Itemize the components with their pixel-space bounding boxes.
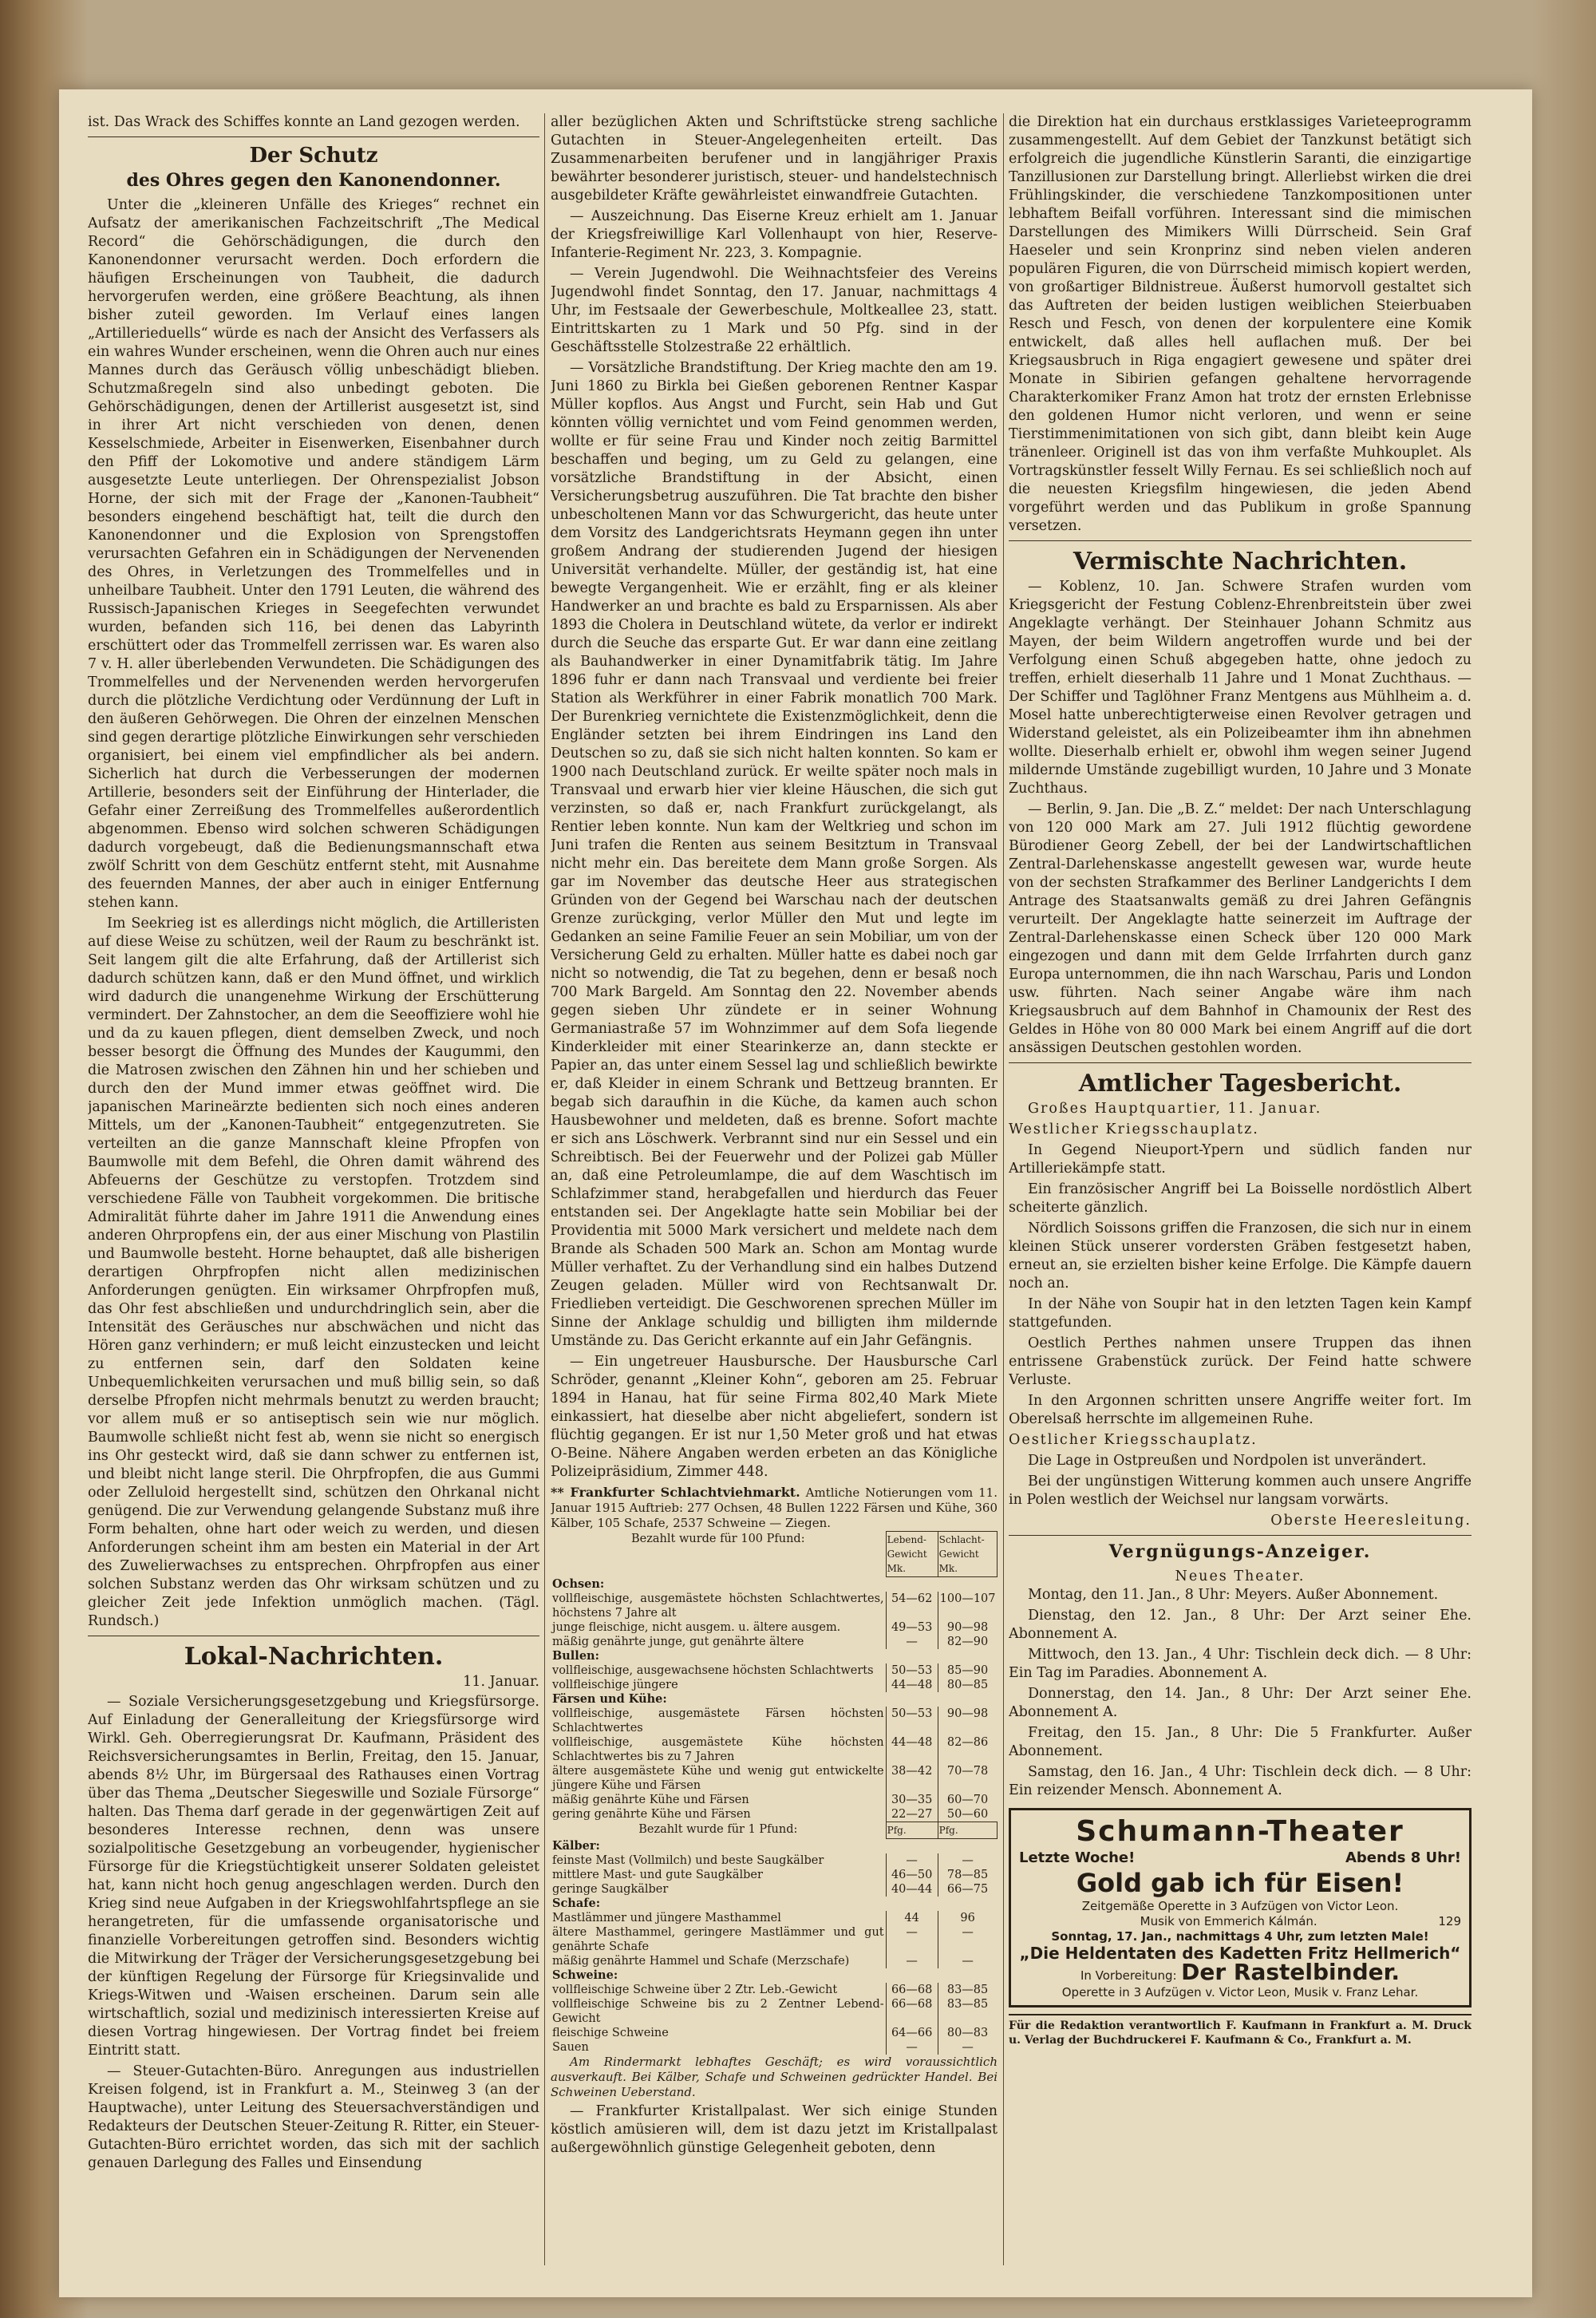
ad-left-label: Letzte Woche!	[1019, 1849, 1136, 1866]
paragraph: — Verein Jugendwohl. Die Weihnachtsfeier des Vereins Jugendwohl findet Sonntag, den 17. Januar, nachmittags 4 Uhr, im Festsaale der Gewerbeschule, Moltkeallee 23, statt. Eintrittskarten zu 1 Mark und 50 Pfg. sind in der Geschäftsstelle Stolzestraße 22 erhältlich.	[551, 266, 998, 355]
event-line: Dienstag, den 12. Jan., 8 Uhr: Der Arzt seiner Ehe. Abonnement A.	[1009, 1608, 1472, 1642]
column-1	[88, 113, 539, 2265]
dateline: Großes Hauptquartier, 11. Januar.	[1028, 1101, 1322, 1117]
event-line: Samstag, den 16. Jan., 4 Uhr: Tischlein deck dich. — 8 Uhr: Ein reizender Mensch. Abonnement A.	[1009, 1764, 1472, 1798]
table-row: vollfleischige, ausgemästete Färsen höchsten Schlachtwertes 50—53 90—98	[551, 1707, 998, 1735]
paragraph: — Steuer-Gutachten-Büro. Anregungen aus industriellen Kreisen folgend, ist in Frankfurt a. M., Steinweg 3 (an der Hauptwache), unter Leitung des Steuersachverständigen und Redakteurs der Deutschen Steuer-Zeitung R. Ritter, ein Steuer-Gutachten-Büro errichtet worden, das sich mit der sachlich genauen Darlegung des Falles und Einsendung	[88, 2063, 539, 2171]
paragraph: die Direktion hat ein durchaus erstklassiges Varieteeprogramm zusammengestellt. Auf dem Gebiet der Tanzkunst betätigt sich erfolgreich die jugendliche Künstlerin Saranti, die einzigartige Tanzillusionen zur Darstellung bringt. Allerliebst wirken die drei Frühlingskinder, die verschiedene Tanzkompositionen unter lebhaftem Beifall vorführen. Interessant sind die mimischen Darstellungen des Mimikers Willi Dürrscheid. Sein Graf Haeseler und sein Kronprinz sind neben vielen anderen populären Figuren, die von Dürrscheid mimisch kopiert werden, von großartiger Bildnistreue. Äußerst humorvoll gestaltet sich das Auftreten der beiden lustigen weiblichen Steierbuaben Resch und Fesch, von denen der korpulentere eine Komik entwickelt, daß alles hell auflachen muß. Der bei Kriegsausbruch in Riga engagiert gewesene und später drei Monate in Sibirien gefangen gehaltene hervorragende Charakterkomiker Franz Amon hat trotz der ernsten Erlebnisse den goldenen Humor nicht verloren, und wenn er seine Tierstimmenimitationen von sich gibt, dann bleibt kein Auge tränenleer. Originell ist das von ihm verfaßte Muhkouplet. Als Vortragskünstler fesselt Willy Fernau. Es sei schließlich noch auf die neuesten Kriegsfilm hingewiesen, die jeden Abend vorgeführt werden und das Publikum in große Spannung versetzen.	[1009, 114, 1472, 534]
paragraph: Nördlich Soissons griffen die Franzosen, die sich nur in einem kleinen Stück unserer vordersten Gräben festgesetzt haben, erneut an, sie erzielten bisher keine Erfolge. Die Kämpfe dauern noch an.	[1009, 1220, 1472, 1292]
table-row: feinste Mast (Vollmilch) und beste Saugkälber — —	[551, 1853, 998, 1868]
paragraph: Ein französischer Angriff bei La Boisselle nordöstlich Albert scheiterte gänzlich.	[1009, 1181, 1472, 1216]
event-line: Mittwoch, den 13. Jan., 4 Uhr: Tischlein deck dich. — 8 Uhr: Ein Tag im Paradies. Abonnement A.	[1009, 1647, 1472, 1681]
divider	[1009, 1535, 1472, 1536]
paragraph: aller bezüglichen Akten und Schriftstücke streng sachliche Gutachten in Steuer-Angelegenheiten erteilt. Das Zusammenarbeiten berufener und in langjähriger Praxis bewährter besonderer juristisch, steuer- und handelstechnisch ausgebildeter Kräfte gewährleistet einwandfreie Gutachten.	[551, 114, 998, 204]
paragraph: — Ein ungetreuer Hausbursche. Der Hausbursche Carl Schröder, genannt „Kleiner Kohn“, geboren am 25. Februar 1894 in Hanau, hat für seine Firma 802,40 Mark Miete einkassiert, hat dieselbe aber nicht abgeliefert, sondern ist flüchtig gegangen. Er ist nur 1,50 Meter groß und hat etwas O-Beine. Nähere Angaben werden erbeten an das Königliche Polizeipräsidium, Zimmer 448.	[551, 1354, 998, 1480]
ad-play-title: Gold gab ich für Eisen!	[1076, 1868, 1404, 1898]
table-row: vollfleischige jüngere 44—48 80—85	[551, 1678, 998, 1692]
paragraph: — Frankfurter Kristallpalast. Wer sich einige Stunden köstlich amüsieren will, dem ist dazu jetzt im Kristallpalast außergewöhnlich günstige Gelegenheit geboten, denn	[551, 2103, 998, 2156]
ad-description: Zeitgemäße Operette in 3 Aufzügen von Victor Leon.	[1081, 1899, 1399, 1913]
paragraph: — Soziale Versicherungsgesetzgebung und Kriegsfürsorge. Auf Einladung der Generalleitung der Kriegsfürsorge wird Wirkl. Geh. Oberregierungsrat Dr. Kaufmann, Präsident des Reichsversicherungsamtes in Berlin, Freitag, den 15. Januar, abends 8½ Uhr, im Bürgersaal des Rathauses einen Vortrag über das Thema „Deutscher Siegeswille und Soziale Fürsorge“ halten. Das Thema darf gerade in der gegenwärtigen Zeit auf besonderes Interesse rechnen, denn was unsere sozialpolitische Gesetzgebung an vorbeugender, hygienischer Fürsorge für die Kriegstüchtigkeit unserer Soldaten geleistet hat, kann nicht hoch genug angeschlagen werden. Durch den Krieg sind neue Aufgaben in der Kriegswohlfahrtspflege an sie herangetreten, für die umfassende organisatorische und finanzielle Vorbereitungen getroffen sind. Besonders wichtig die Mitwirkung der Träger der Versicherungsgesetzgebung bei der künftigen Regelung der Fürsorge für Kriegsinvalide und Kriegs-Witwen und -Waisen erscheinen. Darum sein alle wirtschaftlich, sozial und medizinisch interessierten Kreise auf diesen Vortrag hingewiesen. Der Vortrag findet bei freiem Eintritt statt.	[88, 1694, 539, 2059]
subheading: Westlicher Kriegsschauplatz.	[1009, 1121, 1259, 1137]
market-table	[551, 1531, 998, 2055]
event-line: Freitag, den 15. Jan., 8 Uhr: Die 5 Frankfurter. Außer Abonnement.	[1009, 1725, 1472, 1759]
table-row: mäßig genährte junge, gut genährte ältere — 82—90	[551, 1635, 998, 1649]
column-header: Lebend-Gewicht Mk.	[886, 1532, 938, 1577]
ad-prep-label: In Vorbereitung:	[1080, 1968, 1177, 1983]
column-header: Schlacht-Gewicht Mk.	[938, 1532, 997, 1577]
market-intro: Amtliche Notierungen vom 11. Januar 1915 Auftrieb: 277 Ochsen, 48 Bullen 1222 Färsen und Kühe, 360 Kälber, 105 Schafe, 2537 Schweine — Ziegen.	[551, 1485, 998, 1530]
table-row: mäßig genährte Hammel und Schafe (Merzschafe) — —	[551, 1954, 998, 1968]
imprint: Für die Redaktion verantwortlich F. Kaufmann in Frankfurt a. M. Druck u. Verlag der Buchdruckerei F. Kaufmann & Co., Frankfurt a. M.	[1009, 2014, 1472, 2047]
table-row: fleischige Schweine 64—66 80—83	[551, 2026, 998, 2040]
market-title: ** Frankfurter Schlachtviehmarkt.	[551, 1485, 800, 1500]
event-line: Montag, den 11. Jan., 8 Uhr: Meyers. Außer Abonnement.	[1028, 1587, 1439, 1603]
paragraph: — Vorsätzliche Brandstiftung. Der Krieg machte den am 19. Juni 1860 zu Birkla bei Gießen geborenen Rentner Kaspar Müller kopflos. Aus Angst und Furcht, sein Hab und Gut könnten völlig vernichtet und vom Feind genommen werden, wollte er für seine Frau und Kinder noch zeitig Barmittel beschaffen und beging, um zu Geld zu gelangen, eine vorsätzliche Brandstiftung in der Absicht, einen Versicherungsbetrug auszuführen. Die Tat brachte den bisher unbescholtenen Mann vor das Schwurgericht, das heute unter dem Vorsitz des Landgerichtsrats Heymann gegen ihn unter großem Andrang der studierenden Jugend der hiesigen Universität verhandelte. Müller, der geständig ist, hat eine bewegte Vergangenheit. Wie er erzählt, fing er als kleiner Handwerker an und brachte es bald zu Ersparnissen. Als aber 1893 die Cholera in Deutschland wütete, da verlor er indirekt durch die Seuche das ersparte Gut. Er war dann eine zeitlang als Bauhandwerker in einer Dynamitfabrik tätig. Im Jahre 1896 fuhr er dann nach Transvaal und verdiente bei freier Station als Werkführer in einer Fabrik monatlich 700 Mark. Der Burenkrieg vernichtete die Existenzmöglichkeit, denn die Engländer setzten bei ihrem Eindringen ins Land den Deutschen so zu, daß sie sich nicht halten konnten. So kam er 1900 nach Deutschland zurück. Er weilte später noch mals in Transvaal und erwarb hier vier kleine Häuschen, die sich gut verzinsten, so daß er, nach Frankfurt zurückgelangt, als Rentier leben konnte. Nun kam der Weltkrieg und schon im Juni trafen die Renten aus seinem Besitztum in Transvaal nicht mehr ein. Das bereitete dem Mann große Sorgen. Als gar im November das deutsche Heer aus strategischen Gründen von der Gegend bei Warschau nach der deutschen Grenze zurückging, verlor Müller den Mut und legte im Gedanken an seine Familie Feuer an sein Mobiliar, um von der Versicherung Geld zu erhalten. Müller hatte es dabei noch gar nicht so notwendig, die Tat zu begehen, denn er besaß noch 700 Mark Bargeld. Am Sonntag den 22. November abends gegen sieben Uhr zündete er in seiner Wohnung Germaniastraße 57 im Wohnzimmer auf dem Sofa liegende Kinderkleider mit einer Stearinkerze an, dann steckte er Papier an, das unter einem Sessel lag und schließlich bewirkte er, daß Kleider in einem Schrank und Bettzeug brannten. Er begab sich daraufhin in die Küche, da kamen auch schon Hausbewohner und meldeten, daß es brenne. Sofort machte er sich ans Löschwerk. Verbrannt sind nur ein Sessel und ein Schreibtisch. Bei der Feuerwehr und der Polizei gab Müller an, daß eine Petroleumlampe, die auf dem Waschtisch im Schlafzimmer stand, herabgefallen und hierdurch das Feuer entstanden sei. Der Angeklagte hatte sein Mobiliar bei der Providentia mit 5000 Mark versichert und meldete nach dem Brande als Schaden 500 Mark an. Schon am Montag wurde Müller verhaftet. Zu der Verhandlung sind ein halbes Dutzend Zeugen geladen. Müller wird von Rechtsanwalt Dr. Friedlieben verteidigt. Die Geschworenen sprechen Müller im Sinne der Anklage schuldig und billigten ihm mildernde Umstände zu. Das Gericht erkannte auf ein Jahr Gefängnis.	[551, 360, 998, 1349]
column-3	[1009, 113, 1472, 2265]
unit-label: Bezahlt wurde für 100 Pfund:	[631, 1532, 805, 1545]
column-2	[551, 113, 998, 2265]
paragraph: — Koblenz, 10. Jan. Schwere Strafen wurden vom Kriegsgericht der Festung Coblenz-Ehrenbreitstein über zwei Angeklagte verhängt. Der Steinhauer Johann Schmitz aus Mayen, der beim Wildern angetroffen wurde und bei der Verfolgung einen Schuß abgegeben hatte, ohne jedoch zu treffen, erhielt dieserhalb 11 Jahre und 1 Monat Zuchthaus. — Der Schiffer und Taglöhner Franz Mentgens aus Mühlheim a. d. Mosel hatte unberechtigterweise einen Revolver getragen und Widerstand geleistet, als ein Polizeibeamter ihm ihn abnehmen wollte. Dieserhalb erhielt er, obwohl ihm wegen seiner Jugend mildernde Umstände zugebilligt wurden, 10 Jahre und 3 Monate Zuchthaus.	[1009, 579, 1472, 797]
table-row: Sauen — —	[551, 2040, 998, 2055]
category: Schweine:	[552, 1968, 618, 1982]
table-row: junge fleischige, nicht ausgem. u. ältere ausgem. 49—53 90—98	[551, 1620, 998, 1635]
table-row: vollfleischige Schweine bis zu 2 Zentner Lebend-Gewicht 66—68 83—85	[551, 1997, 998, 2026]
paragraph: In der Nähe von Soupir hat in den letzten Tagen kein Kampf stattgefunden.	[1009, 1296, 1472, 1331]
category: Schafe:	[552, 1897, 601, 1910]
paragraph: Oestlich Perthes nahmen unsere Truppen das ihnen entrissene Grabenstück zurück. Der Feind hatte schwere Verluste.	[1009, 1335, 1472, 1388]
theater-advertisement	[1009, 1808, 1472, 2007]
paragraph: ist. Das Wrack des Schiffes konnte an Land gezogen werden.	[88, 114, 520, 130]
event-line: Donnerstag, den 14. Jan., 8 Uhr: Der Arzt seiner Ehe. Abonnement A.	[1009, 1686, 1472, 1720]
ad-theater-name: Schumann-Theater	[1076, 1815, 1404, 1848]
signature: Oberste Heeresleitung.	[1270, 1513, 1472, 1529]
table-row: ältere ausgemästete Kühe und wenig gut entwickelte jüngere Kühe und Färsen 38—42 70—78	[551, 1764, 998, 1793]
table-row: vollfleischige Schweine über 2 Ztr. Leb.-Gewicht 66—68 83—85	[551, 1983, 998, 1997]
section-title: Vermischte Nachrichten.	[1073, 548, 1408, 576]
column-header: Pfg.	[938, 1822, 997, 1839]
table-row: mäßig genährte Kühe und Färsen 30—35 60—70	[551, 1793, 998, 1807]
divider	[88, 136, 539, 137]
section-title: Vergnügungs-Anzeiger.	[1108, 1541, 1372, 1562]
ad-other-play: „Die Heldentaten des Kadetten Fritz Hellmerich“	[1019, 1944, 1461, 1963]
ad-next-play: Der Rastelbinder.	[1181, 1959, 1400, 1985]
table-row: geringe Saugkälber 40—44 66—75	[551, 1882, 998, 1897]
paragraph: — Berlin, 9. Jan. Die „B. Z.“ meldet: Der nach Unterschlagung von 120 000 Mark am 27. Juli 1912 flüchtig gewordene Bürodiener Georg Zebell, der bei der Landwirtschaftlichen Zentral-Darlehenskasse angestellt gewesen war, wurde heute von der sechsten Strafkammer des Berliner Landgerichts I dem Antrage des Staatsanwalts gemäß zu drei Jahren Gefängnis verurteilt. Der Angeklagte hatte seinerzeit im Auftrage der Zentral-Darlehenskasse einen Scheck über 120 000 Mark eingezogen und dann mit dem Gelde Irrfahrten durch ganz Europa unternommen, die ihn nach Warschau, Paris und London usw. führten. Nach seiner Angabe wäre ihm nach Kriegsausbruch auf dem Bahnhof in Chamounix der Rest des Geldes in Höhe von 80 000 Mark bei einem Angriff auf die dort ansässigen Deutschen gestohlen worden.	[1009, 801, 1472, 1056]
column-header: Pfg.	[886, 1822, 938, 1839]
section-title: Lokal-Nachrichten.	[184, 1643, 444, 1671]
page-edge	[1532, 0, 1596, 2318]
article-subtitle: des Ohres gegen den Kanonendonner.	[126, 170, 501, 191]
newspaper-page	[59, 89, 1532, 2297]
market-note: Am Rindermarkt lebhaftes Geschäft; es wird voraussichtlich ausverkauft. Bei Kälber, Schafe und Schweinen gedrückter Handel. Bei Schweinen Ueberstand.	[551, 2055, 998, 2099]
table-row: vollfleischige, ausgemästete höchsten Schlachtwertes, höchstens 7 Jahre alt 54—62 100—107	[552, 1592, 996, 1620]
paragraph: Unter die „kleineren Unfälle des Krieges“ rechnet ein Aufsatz der amerikanischen Fachzeitschrift „The Medical Record“ die Gehörschädigungen, die durch den Kanonendonner verursacht werden. Doch erfordern die häufigen Erscheinungen von Taubheit, die dadurch hervorgerufen werden, eine größere Beachtung, als ihnen bisher zuteil geworden. Im Verlauf eines langen „Artillerieduells“ würde es nach der Ansicht des Verfassers als ein wahres Wunder erscheinen, wenn die Ohren auch nur eines Mannes durch das Geräusch völlig unbeschädigt blieben. Schutzmaßregeln sind also unbedingt geboten. Die Gehörschädigungen, denen der Artillerist ausgesetzt ist, sind in ihrer Art nicht verschieden von denen, denen Kesselschmiede, Arbeiter in Eisenwerken, Eisenbahner durch den Pfiff der Lokomotive und andere ständigem Lärm ausgesetzte Leute unterliegen. Der Ohrenspezialist Jobson Horne, der sich mit der Frage der „Kanonen-Taubheit“ besonders eingehend beschäftigt hat, teilt die durch den Kanonendonner und die Explosion von Sprengstoffen verursachten Gefahren ein in Schädigungen der Nervenenden des Ohres, in Verletzungen des Trommelfelles und in unheilbare Taubheit. Unter den 1791 Leuten, die während des Russisch-Japanischen Krieges in Seegefechten verwundet wurden, befanden sich 116, bei denen das Labyrinth erschüttert oder das Trommelfell zerrissen war. Es waren also 7 v. H. aller überlebenden Verwundeten. Die Schädigungen des Trommelfelles und der Nervenenden werden hervorgerufen durch die plötzliche Verdichtung oder Verdünnung der Luft in den äußeren Gehörwegen. Die Ohren der einzelnen Menschen sind gegen derartige plötzliche Einwirkungen sehr verschieden organisiert, bei einem viel empfindlicher als bei andern. Sicherlich hat durch die Verbesserungen der modernen Artillerie, besonders seit der Einführung der Hinterlader, die Gefahr einer Zerreißung des Trommelfelles außerordentlich abgenommen. Ebenso wird solchen schweren Schädigungen dadurch vorgebeugt, daß die Bedienungsmannschaft etwa zwölf Schritt von dem Geschütz entfernt steht, mit Ausnahme des feuernden Mannes, der aber auch in einiger Entfernung stehen kann.	[88, 197, 539, 911]
category: Ochsen:	[552, 1577, 605, 1591]
divider	[1009, 1062, 1472, 1063]
ad-sunday-line: Sonntag, 17. Jan., nachmittags 4 Uhr, zum letzten Male!	[1051, 1929, 1429, 1944]
ad-next-description: Operette in 3 Aufzügen v. Victor Leon, Musik v. Franz Lehar.	[1061, 1985, 1419, 2000]
table-row: ältere Masthammel, geringere Mastlämmer und gut genährte Schafe — —	[551, 1925, 998, 1954]
ad-description: Musik von Emmerich Kálmán. 129	[1140, 1914, 1461, 1928]
ad-right-label: Abends 8 Uhr!	[1345, 1849, 1461, 1866]
table-row: mittlere Mast- und gute Saugkälber 46—50 78—85	[551, 1868, 998, 1882]
subheading: Oestlicher Kriegsschauplatz.	[1009, 1432, 1258, 1448]
paragraph: In Gegend Nieuport-Ypern und südlich fanden nur Artilleriekämpfe statt.	[1009, 1142, 1472, 1177]
section-date: 11. Januar.	[463, 1674, 539, 1690]
article-title: Der Schutz	[249, 144, 378, 168]
table-row: vollfleischige, ausgewachsene höchsten Schlachtwerts 50—53 85—90	[551, 1663, 998, 1678]
table-row: vollfleischige, ausgemästete Kühe höchsten Schlachtwertes bis zu 7 Jahren 44—48 82—86	[551, 1735, 998, 1764]
paragraph: Im Seekrieg ist es allerdings nicht möglich, die Artilleristen auf diese Weise zu schützen, weil der Raum zu beschränkt ist. Seit langem gilt die alte Erfahrung, daß der Artillerist sich dadurch schützen kann, daß er den Mund öffnet, und wirklich wird dadurch die unangenehme Wirkung der Erschütterung vermindert. Der Zahnstocher, an dem die Seeoffiziere wohl hie und da zu kauen pflegen, dient demselben Zweck, und noch besser besorgt die Öffnung des Mundes der Kaugummi, den die Matrosen zwischen den Zähnen hin und her schieben und durch den der Mund immer etwas geöffnet wird. Die japanischen Marineärzte bedienten sich noch eines anderen Mittels, um der „Kanonen-Taubheit“ entgegenzutreten. Sie verteilten an die ganze Mannschaft kleine Pfropfen von Baumwolle mit dem Befehl, die Ohren damit während des Abfeuerns der Geschütze zu verstopfen. Trotzdem sind verschiedene Fälle von Taubheit vorgekommen. Die britische Admiralität führte daher im Jahre 1911 die Anwendung eines anderen Ohrpropfens ein, der aus einer Mischung von Plastilin und Baumwolle besteht. Horne behauptet, daß alle bisherigen derartigen Ohrpfropfen nicht allen medizinischen Anforderungen genügten. Ein wirksamer Ohrpfropfen muß, das Ohr fest abschließen und undurchdringlich sein, aber die Intensität des Geräusches nur abschwächen und nicht das Hören ganz verhindern; er muß leicht einzustecken und leicht zu entfernen sein, darf den Soldaten keine Unbequemlichkeiten verursachen und muß billig sein, so daß derselbe Pfropfen nicht mehrmals benutzt zu werden braucht; vor allem muß er so antiseptisch sein wie nur möglich. Baumwolle schließt nicht fest ab, wenn sie nicht so energisch ins Ohr gesteckt wird, daß sie dann schwer zu entfernen ist, und bleibt nicht lange steril. Die Ohrpfropfen, die aus Gummi oder Zelluloid hergestellt sind, schützen den Ohrkanal nicht genügend. Die zur Verwendung gelangende Substanz muß ihre Form behalten, ohne hart oder weich zu werden, und diesen Anforderungen scheint ihm am besten ein Material in der Art des Zuwelierwachses zu entsprechen. Ohrpfropfen aus einer solchen Substanz werden das Ohr wirksam schützen und zu gleicher Zeit jede Infektion unmöglich machen. (Tägl. Rundsch.)	[88, 916, 539, 1629]
market-report	[551, 1485, 998, 2100]
paragraph: Die Lage in Ostpreußen und Nordpolen ist unverändert.	[1028, 1453, 1427, 1469]
table-row: Mastlämmer und jüngere Masthammel 44 96	[551, 1911, 998, 1925]
column-rule	[1003, 113, 1004, 2265]
theater-name: Neues Theater.	[1175, 1568, 1306, 1584]
divider	[1009, 540, 1472, 541]
paragraph: In den Argonnen schritten unsere Angriffe weiter fort. Im Oberelsaß herrschte im allgemeinen Ruhe.	[1009, 1393, 1472, 1427]
paragraph: Bei der ungünstigen Witterung kommen auch unsere Angriffe in Polen westlich der Weichsel nur langsam vorwärts.	[1009, 1473, 1472, 1508]
table-row: gering genährte Kühe und Färsen 22—27 50—60	[551, 1807, 998, 1822]
unit-label: Bezahlt wurde für 1 Pfund:	[638, 1822, 798, 1836]
category: Bullen:	[552, 1649, 599, 1663]
paragraph: — Auszeichnung. Das Eiserne Kreuz erhielt am 1. Januar der Kriegsfreiwillige Karl Vollenhaupt von hier, Reserve-Infanterie-Regiment Nr. 223, 3. Kompagnie.	[551, 208, 998, 261]
category: Kälber:	[552, 1839, 600, 1853]
category: Färsen und Kühe:	[552, 1692, 667, 1706]
column-rule	[544, 113, 545, 2265]
section-title: Amtlicher Tagesbericht.	[1078, 1070, 1402, 1098]
